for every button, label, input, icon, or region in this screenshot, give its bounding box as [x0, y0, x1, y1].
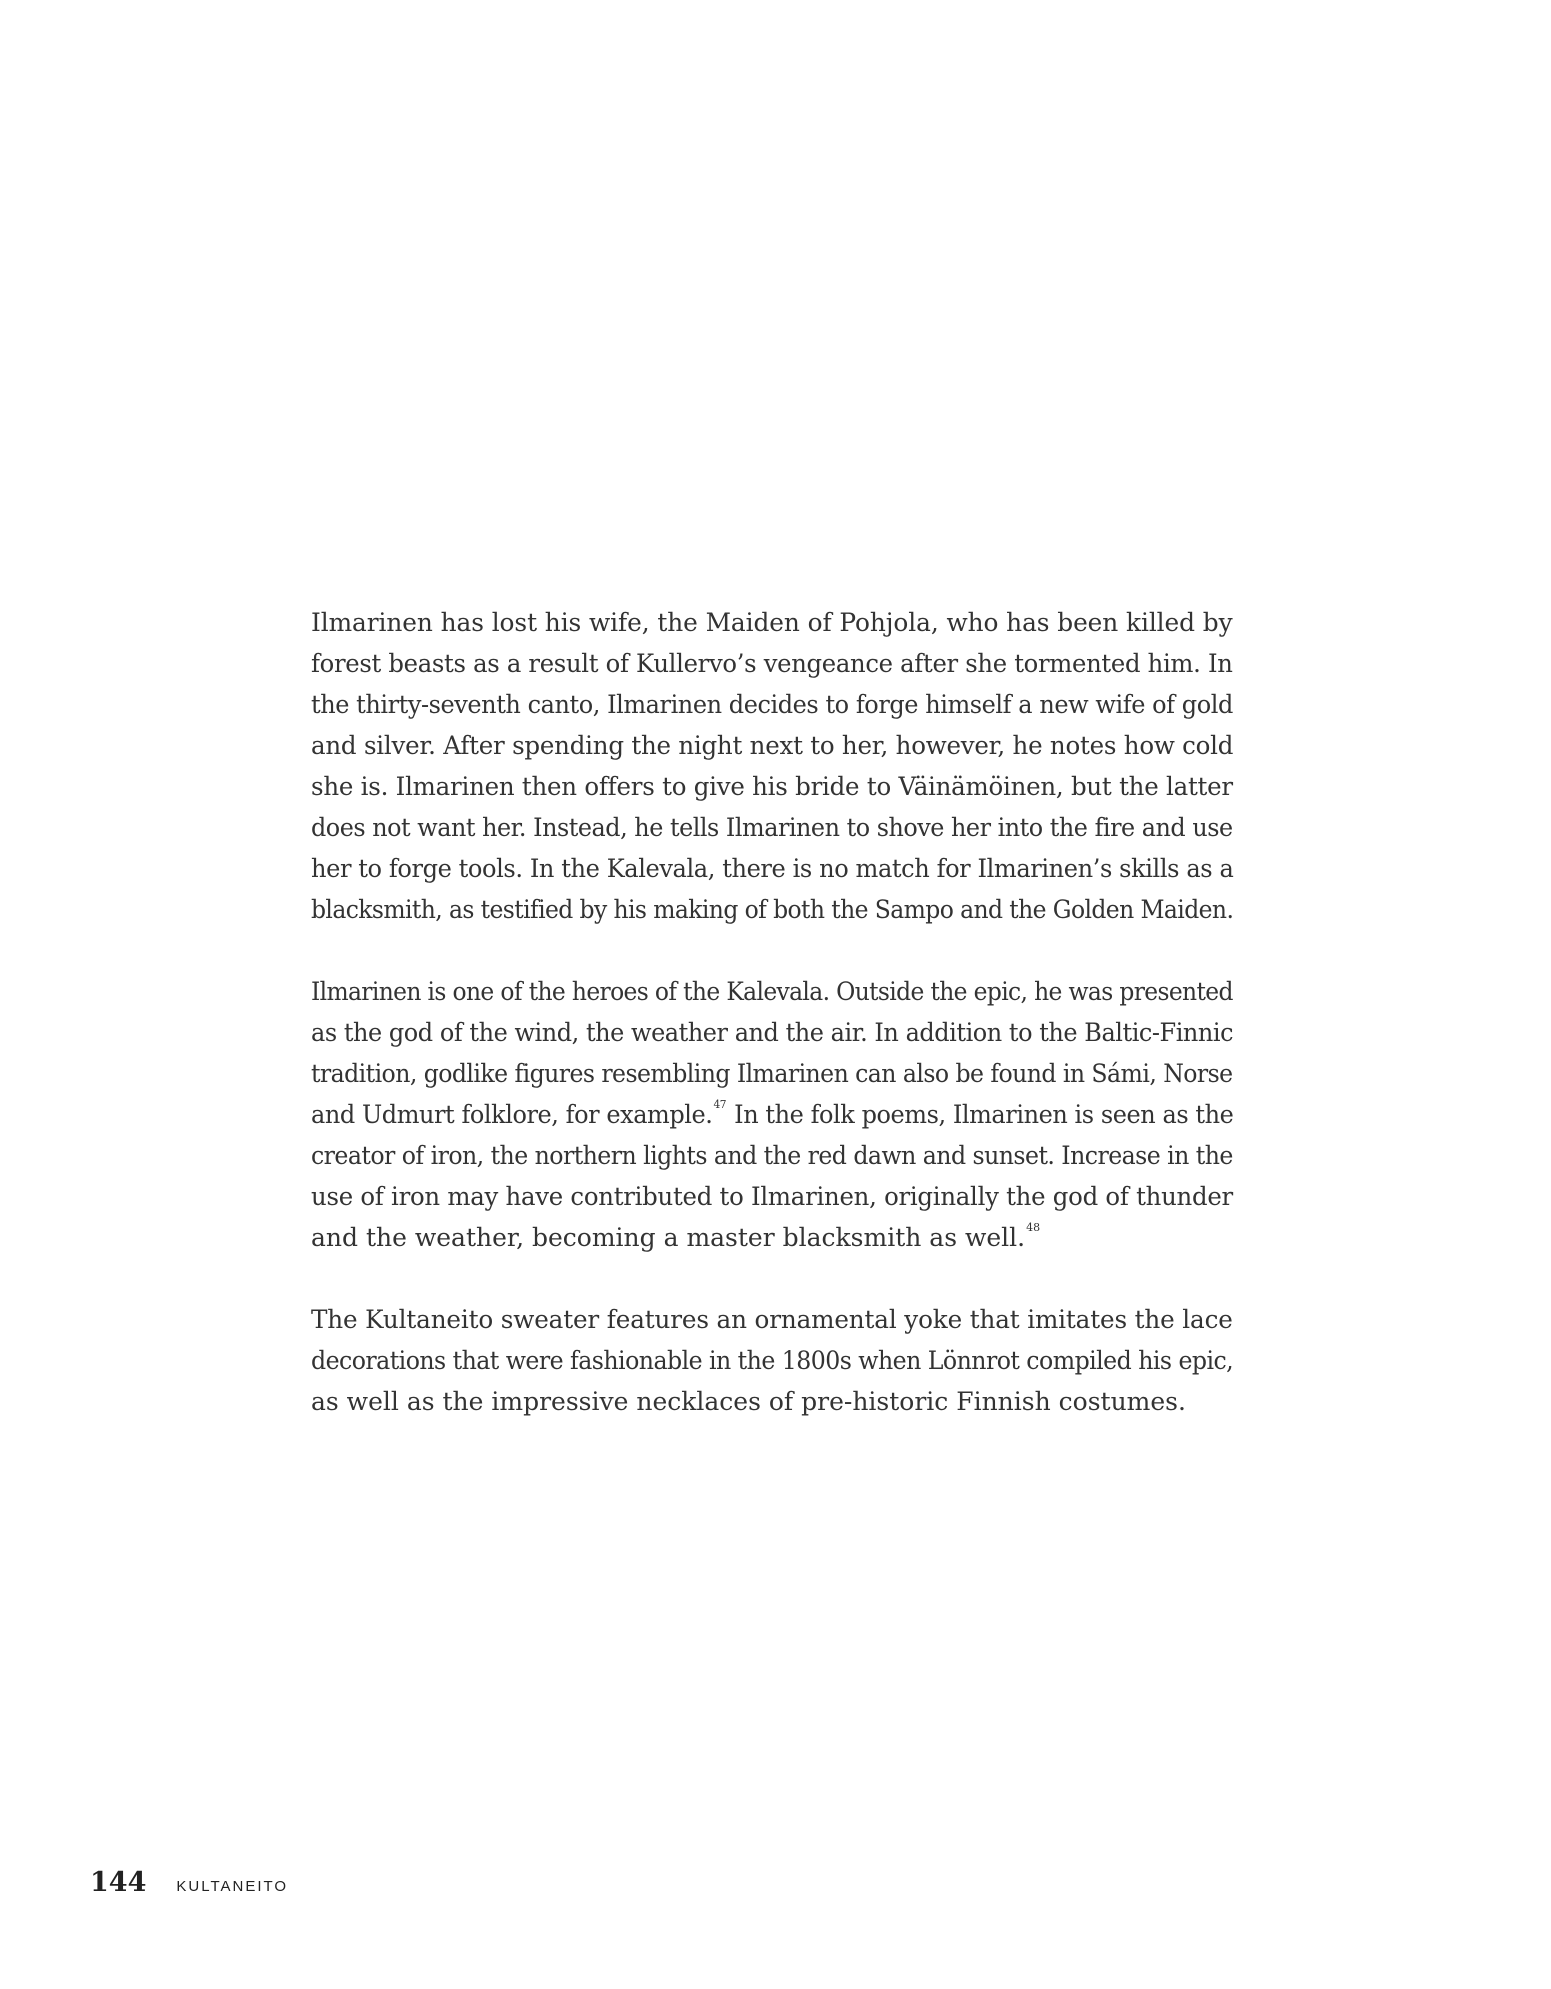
- text-line: Ilmarinen has lost his wife, the Maiden of Pohjola, who has been killed by: [311, 608, 1233, 637]
- text-line: Ilmarinen is one of the heroes of the Kalevala. Outside the epic, he was presented: [311, 977, 1233, 1006]
- text-line: the thirty-seventh canto, Ilmarinen decides to forge himself a new wife of gold: [311, 690, 1233, 719]
- running-title: KULTANEITO: [176, 1878, 289, 1895]
- text-line: tradition, godlike figures resembling Ilmarinen can also be found in Sámi, Norse: [311, 1059, 1233, 1088]
- text-segment: and the weather, becoming a master blacksmith as well.: [311, 1223, 1026, 1252]
- text-line: decorations that were fashionable in the 1800s when Lönnrot compiled his epic,: [311, 1346, 1234, 1375]
- text-segment: and Udmurt folklore, for example.: [311, 1100, 713, 1129]
- text-line: and silver. After spending the night next to her, however, he notes how cold: [311, 731, 1234, 760]
- text-line: her to forge tools. In the Kalevala, there is no match for Ilmarinen’s skills as a: [311, 854, 1234, 883]
- text-line: The Kultaneito sweater features an ornamental yoke that imitates the lace: [311, 1305, 1233, 1334]
- text-line: blacksmith, as testified by his making of both the Sampo and the Golden Maiden.: [311, 895, 1234, 924]
- body-text: [311, 602, 1233, 1463]
- text-line: as well as the impressive necklaces of pre-historic Finnish costumes.: [311, 1387, 1186, 1416]
- text-line: use of iron may have contributed to Ilmarinen, originally the god of thunder: [311, 1182, 1233, 1211]
- page-number: 144: [90, 1867, 147, 1898]
- text-segment: In the folk poems, Ilmarinen is seen as the: [726, 1100, 1234, 1129]
- text-line: [311, 1094, 1234, 1135]
- text-line: [311, 1217, 1233, 1258]
- paragraph-3: [311, 1299, 1233, 1422]
- text-line: as the god of the wind, the weather and the air. In addition to the Baltic-Finnic: [311, 1018, 1234, 1047]
- text-line: she is. Ilmarinen then offers to give his bride to Väinämöinen, but the latter: [311, 772, 1233, 801]
- footnote-marker: 47: [713, 1097, 727, 1111]
- text-line: forest beasts as a result of Kullervo’s vengeance after she tormented him. In: [311, 649, 1233, 678]
- paragraph-2: [311, 971, 1233, 1258]
- text-line: does not want her. Instead, he tells Ilmarinen to shove her into the fire and use: [311, 813, 1233, 842]
- text-line: creator of iron, the northern lights and the red dawn and sunset. Increase in the: [311, 1141, 1233, 1170]
- page-footer: [90, 1867, 288, 1898]
- paragraph-1: [311, 602, 1233, 930]
- footnote-marker: 48: [1026, 1220, 1041, 1234]
